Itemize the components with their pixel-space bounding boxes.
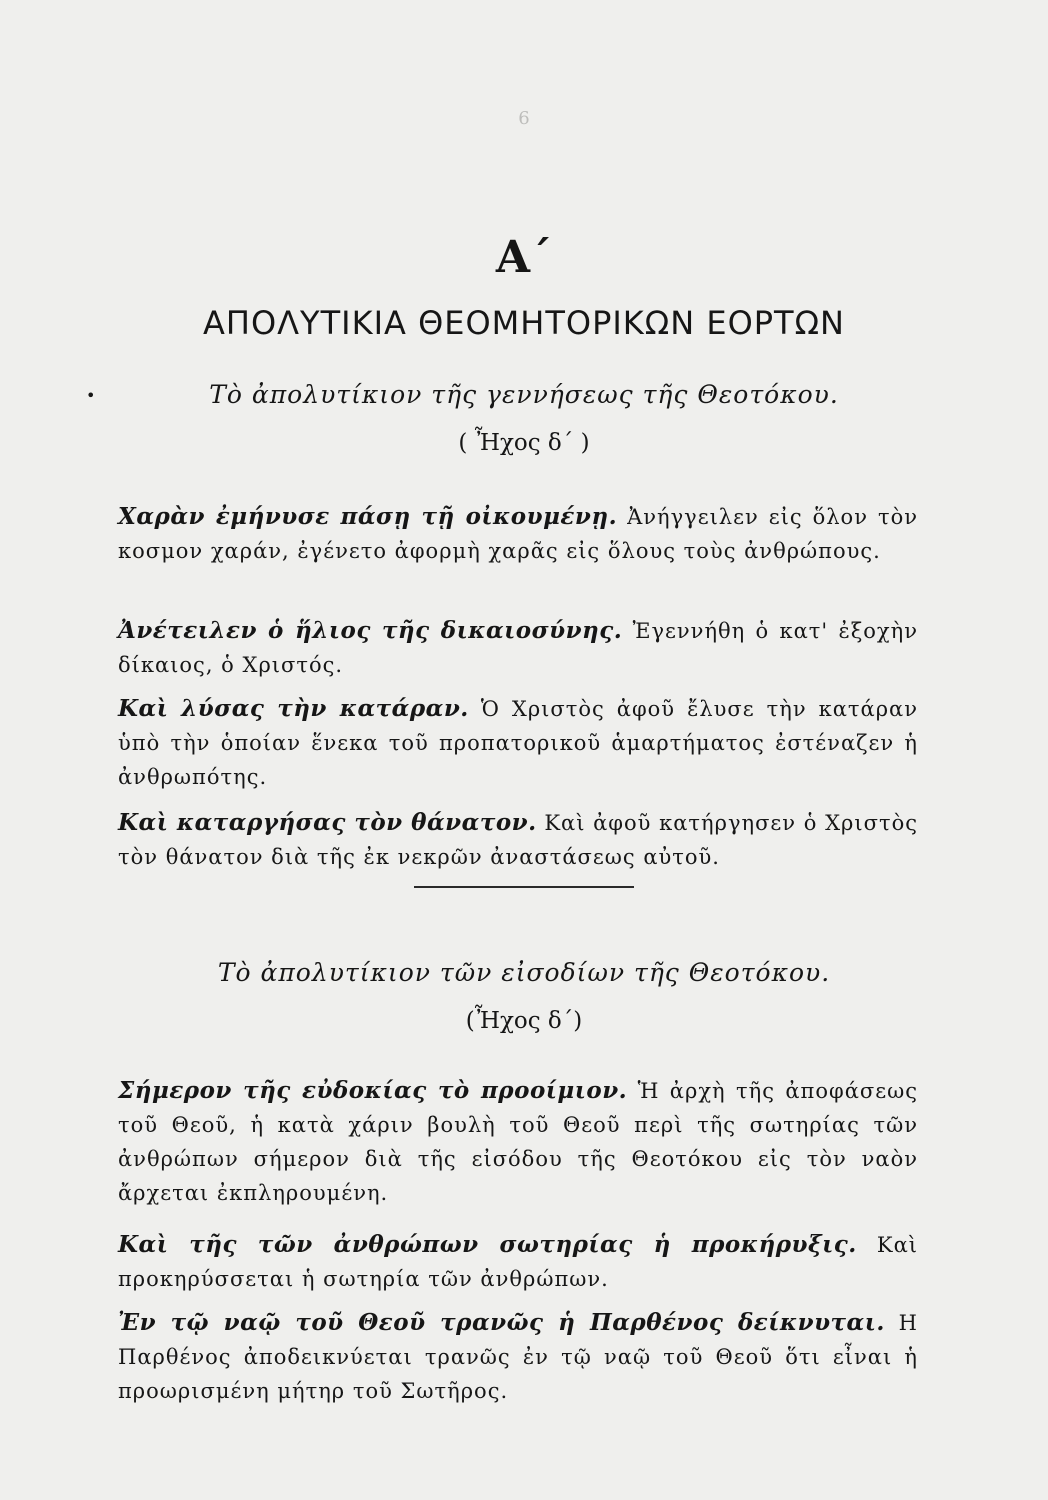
verse-incipit: Χαρὰν ἐμήνυσε πάσῃ τῇ οἰκουμένῃ. — [118, 503, 618, 530]
verse-incipit: Καὶ καταργήσας τὸν θάνατον. — [118, 809, 537, 836]
hymn1-verse-1 — [118, 500, 918, 568]
bullet-mark: • — [86, 386, 96, 405]
hymn1-title: Τὸ ἀπολυτίκιον τῆς γεννήσεως τῆς Θεοτόκου. — [209, 380, 839, 409]
verse-text: Ὁ Χριστὸς ἀφοῦ ἔλυσε τὴν κατάραν ὑπὸ τὴν ὁποίαν ἕνεκα τοῦ προπατορικοῦ ἁμαρτήματος ἐστέναζεν ἡ ἀνθρωπότης. — [118, 697, 918, 789]
hymn2-verse-2 — [118, 1228, 918, 1296]
verse-incipit: Ἐν τῷ ναῷ τοῦ Θεοῦ τρανῶς ἡ Παρθένος δείκνυται. — [118, 1309, 885, 1336]
verse-text: Καὶ ἀφοῦ κατήργησεν ὁ Χριστὸς τὸν θάνατον διὰ τῆς ἐκ νεκρῶν ἀναστάσεως αὐτοῦ. — [118, 811, 918, 869]
main-title: ΑΠΟΛΥΤΙΚΙΑ ΘΕΟΜΗΤΟΡΙΚΩΝ ΕΟΡΤΩΝ — [203, 304, 845, 342]
hymn2-tone: (Ἦχος δ΄) — [465, 1008, 583, 1034]
verse-incipit: Ἀνέτειλεν ὁ ἥλιος τῆς δικαιοσύνης. — [118, 617, 623, 644]
hymn2-title: Τὸ ἀπολυτίκιον τῶν εἰσοδίων τῆς Θεοτόκου. — [217, 958, 831, 987]
verse-incipit: Σήμερον τῆς εὐδοκίας τὸ προοίμιον. — [118, 1077, 628, 1104]
verse-incipit: Καὶ λύσας τὴν κατάραν. — [118, 695, 469, 722]
hymn2-verse-1 — [118, 1074, 918, 1210]
page-number: 6 — [518, 108, 530, 129]
hymn2-verse-3 — [118, 1306, 918, 1408]
verse-text: Ἐγεννήθη ὁ κατ' ἐξοχὴν δίκαιος, ὁ Χριστός. — [118, 619, 918, 677]
verse-text: Η Παρθένος ἀποδεικνύεται τρανῶς ἐν τῷ ναῷ τοῦ Θεοῦ ὅτι εἶναι ἡ προωρισμένη μήτηρ τοῦ Σωτῆρος. — [118, 1311, 918, 1403]
hymn1-tone: ( Ἦχος δ΄ ) — [458, 430, 590, 456]
section-divider — [414, 886, 634, 888]
section-letter: Α΄ — [495, 232, 553, 283]
verse-incipit: Καὶ τῆς τῶν ἀνθρώπων σωτηρίας ἡ προκήρυξις. — [118, 1231, 857, 1258]
verse-text: Ἀνήγγειλεν εἰς ὅλον τὸν κοσμον χαράν, ἐγένετο ἀφορμὴ χαρᾶς εἰς ὅλους τοὺς ἀνθρώπους. — [118, 505, 918, 563]
verse-text: Καὶ προκηρύσσεται ἡ σωτηρία τῶν ἀνθρώπων. — [118, 1233, 918, 1291]
verse-text: Ἡ ἀρχὴ τῆς ἀποφάσεως τοῦ Θεοῦ, ἡ κατὰ χάριν βουλὴ τοῦ Θεοῦ περὶ τῆς σωτηρίας τῶν ἀνθρώπων σήμερον διὰ τῆς εἰσόδου τῆς Θεοτόκου εἰς τὸν ναὸν ἄρχεται ἐκπληρουμένη. — [118, 1079, 918, 1205]
hymn1-verse-2 — [118, 614, 918, 682]
hymn1-verse-3 — [118, 692, 918, 794]
hymn1-verse-4 — [118, 806, 918, 874]
